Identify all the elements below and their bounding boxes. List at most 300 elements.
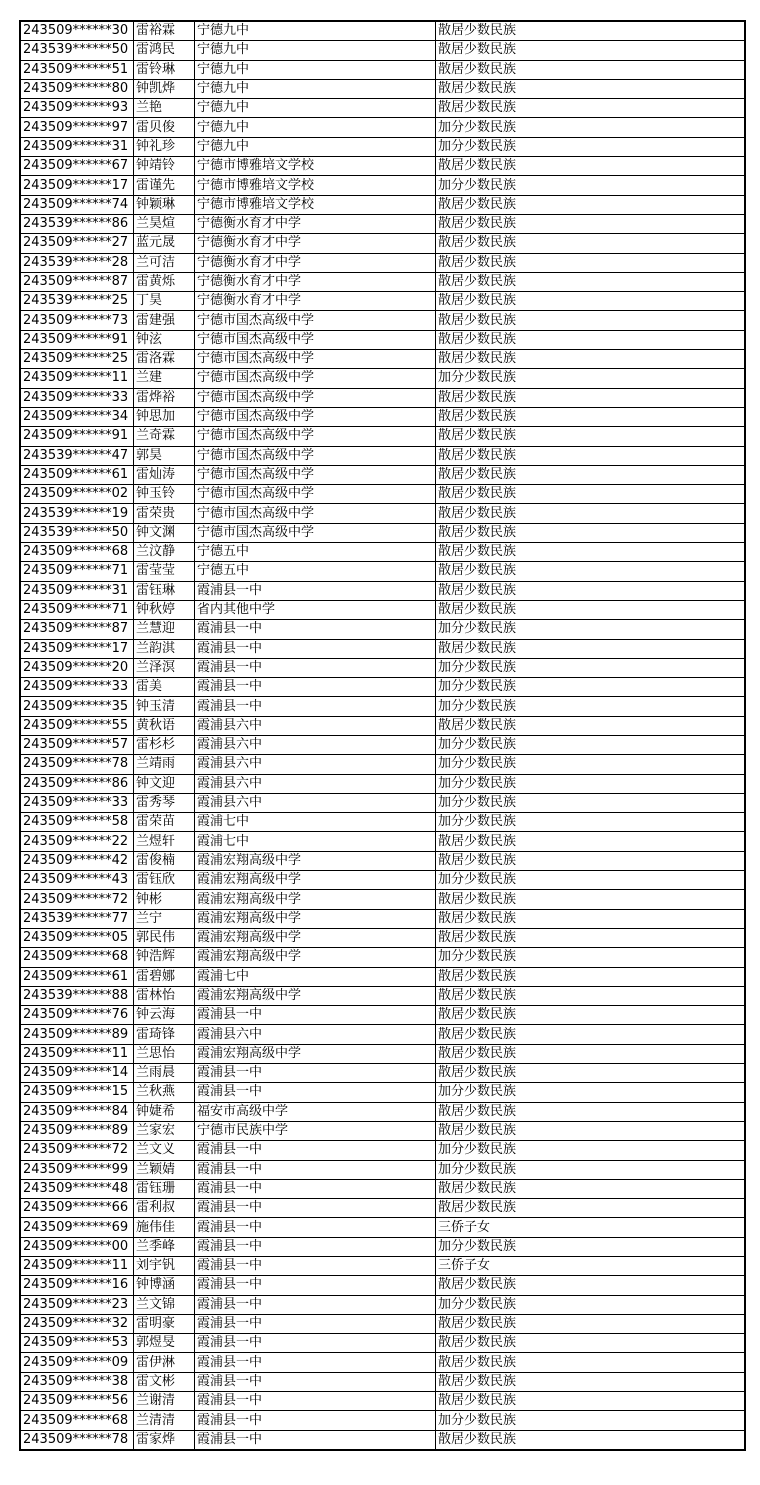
table-row — [20, 832, 745, 851]
table-row — [20, 562, 745, 581]
table-row — [20, 658, 745, 677]
student-name-cell: 雷裕霖 — [134, 21, 195, 41]
category-cell: 散居少数民族 — [436, 350, 746, 369]
school-cell: 宁德市国杰高级中学 — [195, 523, 436, 542]
student-name-cell: 雷美 — [134, 678, 195, 697]
exam-id-cell: 243539******25 — [20, 292, 134, 311]
student-name-cell: 钟玉清 — [134, 697, 195, 716]
school-cell: 宁德市国杰高级中学 — [195, 388, 436, 407]
exam-id-cell: 243509******91 — [20, 427, 134, 446]
table-row — [20, 928, 745, 947]
category-cell: 散居少数民族 — [436, 1006, 746, 1025]
category-cell: 散居少数民族 — [436, 1064, 746, 1083]
table-row — [20, 311, 745, 330]
student-name-cell: 兰奇霖 — [134, 427, 195, 446]
category-cell: 散居少数民族 — [436, 330, 746, 349]
exam-id-cell: 243509******71 — [20, 600, 134, 619]
school-cell: 宁德五中 — [195, 543, 436, 562]
school-cell: 宁德衡水育才中学 — [195, 272, 436, 291]
school-cell: 霞浦县一中 — [195, 1160, 436, 1179]
category-cell: 散居少数民族 — [436, 1430, 746, 1450]
exam-id-cell: 243509******20 — [20, 658, 134, 677]
category-cell: 散居少数民族 — [436, 523, 746, 542]
exam-id-cell: 243509******22 — [20, 832, 134, 851]
exam-id-cell: 243539******77 — [20, 909, 134, 928]
school-cell: 霞浦县一中 — [195, 697, 436, 716]
exam-id-cell: 243539******86 — [20, 214, 134, 233]
table-body — [20, 21, 745, 1450]
school-cell: 宁德九中 — [195, 41, 436, 60]
category-cell: 散居少数民族 — [436, 1353, 746, 1372]
exam-id-cell: 243509******34 — [20, 407, 134, 426]
student-name-cell: 雷荣苗 — [134, 813, 195, 832]
student-name-cell: 兰文义 — [134, 1141, 195, 1160]
exam-id-cell: 243509******00 — [20, 1237, 134, 1256]
table-row — [20, 1102, 745, 1121]
student-name-cell: 雷铃琳 — [134, 60, 195, 79]
student-name-cell: 钟靖铃 — [134, 157, 195, 176]
table-row — [20, 871, 745, 890]
exam-id-cell: 243509******56 — [20, 1392, 134, 1411]
student-name-cell: 钟玉铃 — [134, 485, 195, 504]
student-name-cell: 雷谨先 — [134, 176, 195, 195]
table-row — [20, 60, 745, 79]
school-cell: 霞浦宏翔高级中学 — [195, 986, 436, 1005]
student-name-cell: 雷钰珊 — [134, 1179, 195, 1198]
exam-id-cell: 243509******15 — [20, 1083, 134, 1102]
category-cell: 散居少数民族 — [436, 543, 746, 562]
school-cell: 宁德九中 — [195, 21, 436, 41]
exam-id-cell: 243509******89 — [20, 1121, 134, 1140]
table-row — [20, 1121, 745, 1140]
category-cell: 散居少数民族 — [436, 214, 746, 233]
exam-id-cell: 243509******78 — [20, 755, 134, 774]
exam-id-cell: 243509******09 — [20, 1353, 134, 1372]
school-cell: 霞浦宏翔高级中学 — [195, 909, 436, 928]
table-row — [20, 813, 745, 832]
school-cell: 霞浦县六中 — [195, 755, 436, 774]
category-cell: 散居少数民族 — [436, 21, 746, 41]
student-name-cell: 兰家宏 — [134, 1121, 195, 1140]
school-cell: 宁德九中 — [195, 99, 436, 118]
category-cell: 加分少数民族 — [436, 774, 746, 793]
school-cell: 霞浦县一中 — [195, 639, 436, 658]
category-cell: 加分少数民族 — [436, 735, 746, 754]
school-cell: 宁德市博雅培文学校 — [195, 195, 436, 214]
category-cell: 散居少数民族 — [436, 504, 746, 523]
student-name-cell: 雷钰欣 — [134, 871, 195, 890]
exam-id-cell: 243539******19 — [20, 504, 134, 523]
table-row — [20, 118, 745, 137]
category-cell: 散居少数民族 — [436, 1372, 746, 1391]
student-name-cell: 雷伊淋 — [134, 1353, 195, 1372]
school-cell: 霞浦县一中 — [195, 1141, 436, 1160]
student-name-cell: 雷明豪 — [134, 1314, 195, 1333]
school-cell: 霞浦宏翔高级中学 — [195, 871, 436, 890]
category-cell: 加分少数民族 — [436, 1411, 746, 1430]
table-row — [20, 369, 745, 388]
school-cell: 霞浦宏翔高级中学 — [195, 948, 436, 967]
school-cell: 霞浦县一中 — [195, 1257, 436, 1276]
category-cell: 加分少数民族 — [436, 658, 746, 677]
student-name-cell: 钟云海 — [134, 1006, 195, 1025]
school-cell: 宁德市博雅培文学校 — [195, 157, 436, 176]
student-name-cell: 丁昊 — [134, 292, 195, 311]
table-row — [20, 407, 745, 426]
school-cell: 霞浦七中 — [195, 967, 436, 986]
category-cell: 散居少数民族 — [436, 581, 746, 600]
category-cell: 散居少数民族 — [436, 928, 746, 947]
school-cell: 霞浦县六中 — [195, 735, 436, 754]
school-cell: 宁德衡水育才中学 — [195, 214, 436, 233]
student-name-cell: 黄秋语 — [134, 716, 195, 735]
exam-id-cell: 243509******11 — [20, 369, 134, 388]
school-cell: 霞浦县一中 — [195, 1295, 436, 1314]
table-row — [20, 485, 745, 504]
student-name-cell: 郭民伟 — [134, 928, 195, 947]
student-name-cell: 兰思怡 — [134, 1044, 195, 1063]
table-row — [20, 465, 745, 484]
exam-id-cell: 243509******31 — [20, 581, 134, 600]
student-name-cell: 兰颖婧 — [134, 1160, 195, 1179]
category-cell: 散居少数民族 — [436, 562, 746, 581]
student-name-cell: 兰宁 — [134, 909, 195, 928]
school-cell: 宁德市国杰高级中学 — [195, 407, 436, 426]
school-cell: 宁德市国杰高级中学 — [195, 369, 436, 388]
exam-id-cell: 243509******74 — [20, 195, 134, 214]
student-name-cell: 雷鸿民 — [134, 41, 195, 60]
student-name-cell: 钟凯烨 — [134, 79, 195, 98]
category-cell: 散居少数民族 — [436, 1276, 746, 1295]
category-cell: 散居少数民族 — [436, 1121, 746, 1140]
exam-id-cell: 243539******28 — [20, 253, 134, 272]
category-cell: 散居少数民族 — [436, 253, 746, 272]
exam-id-cell: 243509******38 — [20, 1372, 134, 1391]
table-row — [20, 1237, 745, 1256]
exam-id-cell: 243509******14 — [20, 1064, 134, 1083]
table-row — [20, 214, 745, 233]
school-cell: 宁德市国杰高级中学 — [195, 446, 436, 465]
category-cell: 加分少数民族 — [436, 137, 746, 156]
school-cell: 霞浦县一中 — [195, 1006, 436, 1025]
school-cell: 宁德衡水育才中学 — [195, 292, 436, 311]
category-cell: 散居少数民族 — [436, 1044, 746, 1063]
table-row — [20, 793, 745, 812]
student-name-cell: 雷俊楠 — [134, 851, 195, 870]
school-cell: 霞浦县一中 — [195, 1314, 436, 1333]
school-cell: 霞浦县六中 — [195, 774, 436, 793]
exam-id-cell: 243509******87 — [20, 272, 134, 291]
student-name-cell: 雷灿涛 — [134, 465, 195, 484]
table-row — [20, 195, 745, 214]
student-name-cell: 兰昊煊 — [134, 214, 195, 233]
category-cell: 散居少数民族 — [436, 986, 746, 1005]
category-cell: 加分少数民族 — [436, 1083, 746, 1102]
category-cell: 加分少数民族 — [436, 1160, 746, 1179]
table-row — [20, 909, 745, 928]
student-name-cell: 郭昊 — [134, 446, 195, 465]
table-row — [20, 1160, 745, 1179]
category-cell: 散居少数民族 — [436, 195, 746, 214]
exam-id-cell: 243509******17 — [20, 639, 134, 658]
category-cell: 加分少数民族 — [436, 697, 746, 716]
student-name-cell: 雷秀琴 — [134, 793, 195, 812]
school-cell: 宁德九中 — [195, 118, 436, 137]
table-row — [20, 639, 745, 658]
exam-id-cell: 243539******50 — [20, 41, 134, 60]
table-row — [20, 1199, 745, 1218]
student-name-cell: 钟思加 — [134, 407, 195, 426]
exam-id-cell: 243509******02 — [20, 485, 134, 504]
table-row — [20, 774, 745, 793]
table-row — [20, 523, 745, 542]
school-cell: 宁德市国杰高级中学 — [195, 485, 436, 504]
student-name-cell: 钟秋婷 — [134, 600, 195, 619]
table-row — [20, 1411, 745, 1430]
exam-id-cell: 243509******72 — [20, 890, 134, 909]
category-cell: 散居少数民族 — [436, 1199, 746, 1218]
category-cell: 散居少数民族 — [436, 967, 746, 986]
student-name-cell: 钟婕希 — [134, 1102, 195, 1121]
school-cell: 霞浦县一中 — [195, 1237, 436, 1256]
table-row — [20, 851, 745, 870]
category-cell: 散居少数民族 — [436, 851, 746, 870]
exam-id-cell: 243509******31 — [20, 137, 134, 156]
category-cell: 散居少数民族 — [436, 427, 746, 446]
exam-id-cell: 243509******69 — [20, 1218, 134, 1237]
exam-id-cell: 243509******80 — [20, 79, 134, 98]
category-cell: 散居少数民族 — [436, 1102, 746, 1121]
student-name-cell: 刘宇钒 — [134, 1257, 195, 1276]
category-cell: 散居少数民族 — [436, 909, 746, 928]
student-name-cell: 雷莹莹 — [134, 562, 195, 581]
category-cell: 散居少数民族 — [436, 890, 746, 909]
table-row — [20, 948, 745, 967]
student-name-cell: 兰泽溟 — [134, 658, 195, 677]
school-cell: 霞浦县一中 — [195, 1334, 436, 1353]
student-name-cell: 兰煜轩 — [134, 832, 195, 851]
table-row — [20, 21, 745, 41]
exam-id-cell: 243509******58 — [20, 813, 134, 832]
exam-id-cell: 243509******48 — [20, 1179, 134, 1198]
category-cell: 散居少数民族 — [436, 446, 746, 465]
exam-id-cell: 243509******66 — [20, 1199, 134, 1218]
table-row — [20, 1218, 745, 1237]
exam-id-cell: 243509******16 — [20, 1276, 134, 1295]
student-name-cell: 雷家烨 — [134, 1430, 195, 1450]
school-cell: 霞浦七中 — [195, 813, 436, 832]
student-name-cell: 兰靖雨 — [134, 755, 195, 774]
category-cell: 加分少数民族 — [436, 1295, 746, 1314]
category-cell: 散居少数民族 — [436, 292, 746, 311]
exam-id-cell: 243509******72 — [20, 1141, 134, 1160]
category-cell: 散居少数民族 — [436, 1179, 746, 1198]
exam-id-cell: 243509******05 — [20, 928, 134, 947]
exam-id-cell: 243509******68 — [20, 543, 134, 562]
student-name-cell: 雷烨裕 — [134, 388, 195, 407]
student-name-cell: 蓝元晟 — [134, 234, 195, 253]
school-cell: 霞浦宏翔高级中学 — [195, 1044, 436, 1063]
exam-id-cell: 243509******30 — [20, 21, 134, 41]
table-row — [20, 1392, 745, 1411]
category-cell: 散居少数民族 — [436, 41, 746, 60]
student-name-cell: 雷琦锋 — [134, 1025, 195, 1044]
school-cell: 宁德市民族中学 — [195, 1121, 436, 1140]
school-cell: 宁德市国杰高级中学 — [195, 504, 436, 523]
category-cell: 加分少数民族 — [436, 755, 746, 774]
table-row — [20, 1044, 745, 1063]
table-row — [20, 504, 745, 523]
school-cell: 霞浦县一中 — [195, 678, 436, 697]
school-cell: 宁德市国杰高级中学 — [195, 427, 436, 446]
category-cell: 加分少数民族 — [436, 793, 746, 812]
table-row — [20, 388, 745, 407]
exam-id-cell: 243509******61 — [20, 465, 134, 484]
category-cell: 散居少数民族 — [436, 716, 746, 735]
exam-id-cell: 243509******71 — [20, 562, 134, 581]
student-name-cell: 钟博涵 — [134, 1276, 195, 1295]
student-name-cell: 钟浩辉 — [134, 948, 195, 967]
table-row — [20, 427, 745, 446]
student-name-cell: 兰建 — [134, 369, 195, 388]
exam-id-cell: 243509******91 — [20, 330, 134, 349]
school-cell: 霞浦县一中 — [195, 1372, 436, 1391]
student-name-cell: 雷荣贵 — [134, 504, 195, 523]
exam-id-cell: 243539******50 — [20, 523, 134, 542]
school-cell: 霞浦县一中 — [195, 1353, 436, 1372]
category-cell: 散居少数民族 — [436, 311, 746, 330]
school-cell: 霞浦县六中 — [195, 793, 436, 812]
table-row — [20, 986, 745, 1005]
exam-id-cell: 243509******32 — [20, 1314, 134, 1333]
category-cell: 加分少数民族 — [436, 369, 746, 388]
category-cell: 加分少数民族 — [436, 678, 746, 697]
exam-id-cell: 243509******11 — [20, 1044, 134, 1063]
category-cell: 散居少数民族 — [436, 1334, 746, 1353]
category-cell: 加分少数民族 — [436, 176, 746, 195]
table-row — [20, 1025, 745, 1044]
exam-id-cell: 243509******67 — [20, 157, 134, 176]
table-row — [20, 967, 745, 986]
student-name-cell: 雷文彬 — [134, 1372, 195, 1391]
school-cell: 霞浦县一中 — [195, 1411, 436, 1430]
table-row — [20, 1334, 745, 1353]
category-cell: 加分少数民族 — [436, 948, 746, 967]
school-cell: 霞浦县一中 — [195, 1064, 436, 1083]
exam-id-cell: 243509******99 — [20, 1160, 134, 1179]
school-cell: 宁德衡水育才中学 — [195, 234, 436, 253]
exam-id-cell: 243509******35 — [20, 697, 134, 716]
table-row — [20, 41, 745, 60]
category-cell: 三侨子女 — [436, 1218, 746, 1237]
school-cell: 宁德九中 — [195, 60, 436, 79]
table-row — [20, 272, 745, 291]
school-cell: 宁德市国杰高级中学 — [195, 350, 436, 369]
category-cell: 散居少数民族 — [436, 79, 746, 98]
school-cell: 福安市高级中学 — [195, 1102, 436, 1121]
category-cell: 散居少数民族 — [436, 60, 746, 79]
table-row — [20, 697, 745, 716]
exam-id-cell: 243509******68 — [20, 948, 134, 967]
exam-id-cell: 243509******68 — [20, 1411, 134, 1430]
exam-id-cell: 243509******43 — [20, 871, 134, 890]
category-cell: 散居少数民族 — [436, 1314, 746, 1333]
school-cell: 宁德九中 — [195, 79, 436, 98]
exam-id-cell: 243509******57 — [20, 735, 134, 754]
student-name-cell: 兰艳 — [134, 99, 195, 118]
exam-id-cell: 243509******11 — [20, 1257, 134, 1276]
category-cell: 散居少数民族 — [436, 234, 746, 253]
student-name-cell: 施伟佳 — [134, 1218, 195, 1237]
school-cell: 霞浦县一中 — [195, 1392, 436, 1411]
exam-id-cell: 243509******33 — [20, 388, 134, 407]
exam-id-cell: 243509******51 — [20, 60, 134, 79]
table-row — [20, 176, 745, 195]
table-row — [20, 1276, 745, 1295]
table-row — [20, 620, 745, 639]
table-row — [20, 600, 745, 619]
table-row — [20, 253, 745, 272]
exam-id-cell: 243509******17 — [20, 176, 134, 195]
exam-id-cell: 243509******86 — [20, 774, 134, 793]
student-name-cell: 钟礼珍 — [134, 137, 195, 156]
school-cell: 霞浦县一中 — [195, 1083, 436, 1102]
student-name-cell: 雷钰琳 — [134, 581, 195, 600]
school-cell: 省内其他中学 — [195, 600, 436, 619]
student-name-cell: 兰慧迎 — [134, 620, 195, 639]
school-cell: 宁德五中 — [195, 562, 436, 581]
school-cell: 宁德市国杰高级中学 — [195, 465, 436, 484]
table-row — [20, 446, 745, 465]
school-cell: 宁德九中 — [195, 137, 436, 156]
student-name-cell: 兰文锦 — [134, 1295, 195, 1314]
exam-id-cell: 243509******73 — [20, 311, 134, 330]
student-name-cell: 雷建强 — [134, 311, 195, 330]
category-cell: 加分少数民族 — [436, 1237, 746, 1256]
table-row — [20, 1257, 745, 1276]
exam-id-cell: 243509******84 — [20, 1102, 134, 1121]
category-cell: 三侨子女 — [436, 1257, 746, 1276]
school-cell: 霞浦县一中 — [195, 1276, 436, 1295]
exam-id-cell: 243509******33 — [20, 678, 134, 697]
student-name-cell: 钟泫 — [134, 330, 195, 349]
category-cell: 加分少数民族 — [436, 1141, 746, 1160]
table-row — [20, 755, 745, 774]
table-row — [20, 1064, 745, 1083]
table-row — [20, 350, 745, 369]
student-name-cell: 雷贝俊 — [134, 118, 195, 137]
table-row — [20, 1430, 745, 1450]
student-name-cell: 钟文渊 — [134, 523, 195, 542]
school-cell: 霞浦县一中 — [195, 1218, 436, 1237]
student-name-cell: 兰谢清 — [134, 1392, 195, 1411]
category-cell: 散居少数民族 — [436, 1025, 746, 1044]
student-name-cell: 兰可洁 — [134, 253, 195, 272]
exam-id-cell: 243509******78 — [20, 1430, 134, 1450]
student-name-cell: 雷黄烁 — [134, 272, 195, 291]
table-row — [20, 1295, 745, 1314]
student-name-cell: 兰季峰 — [134, 1237, 195, 1256]
school-cell: 宁德市国杰高级中学 — [195, 330, 436, 349]
student-name-cell: 雷杉杉 — [134, 735, 195, 754]
exam-id-cell: 243509******61 — [20, 967, 134, 986]
exam-id-cell: 243509******76 — [20, 1006, 134, 1025]
category-cell: 加分少数民族 — [436, 871, 746, 890]
table-row — [20, 292, 745, 311]
category-cell: 散居少数民族 — [436, 388, 746, 407]
table-row — [20, 1353, 745, 1372]
category-cell: 散居少数民族 — [436, 99, 746, 118]
